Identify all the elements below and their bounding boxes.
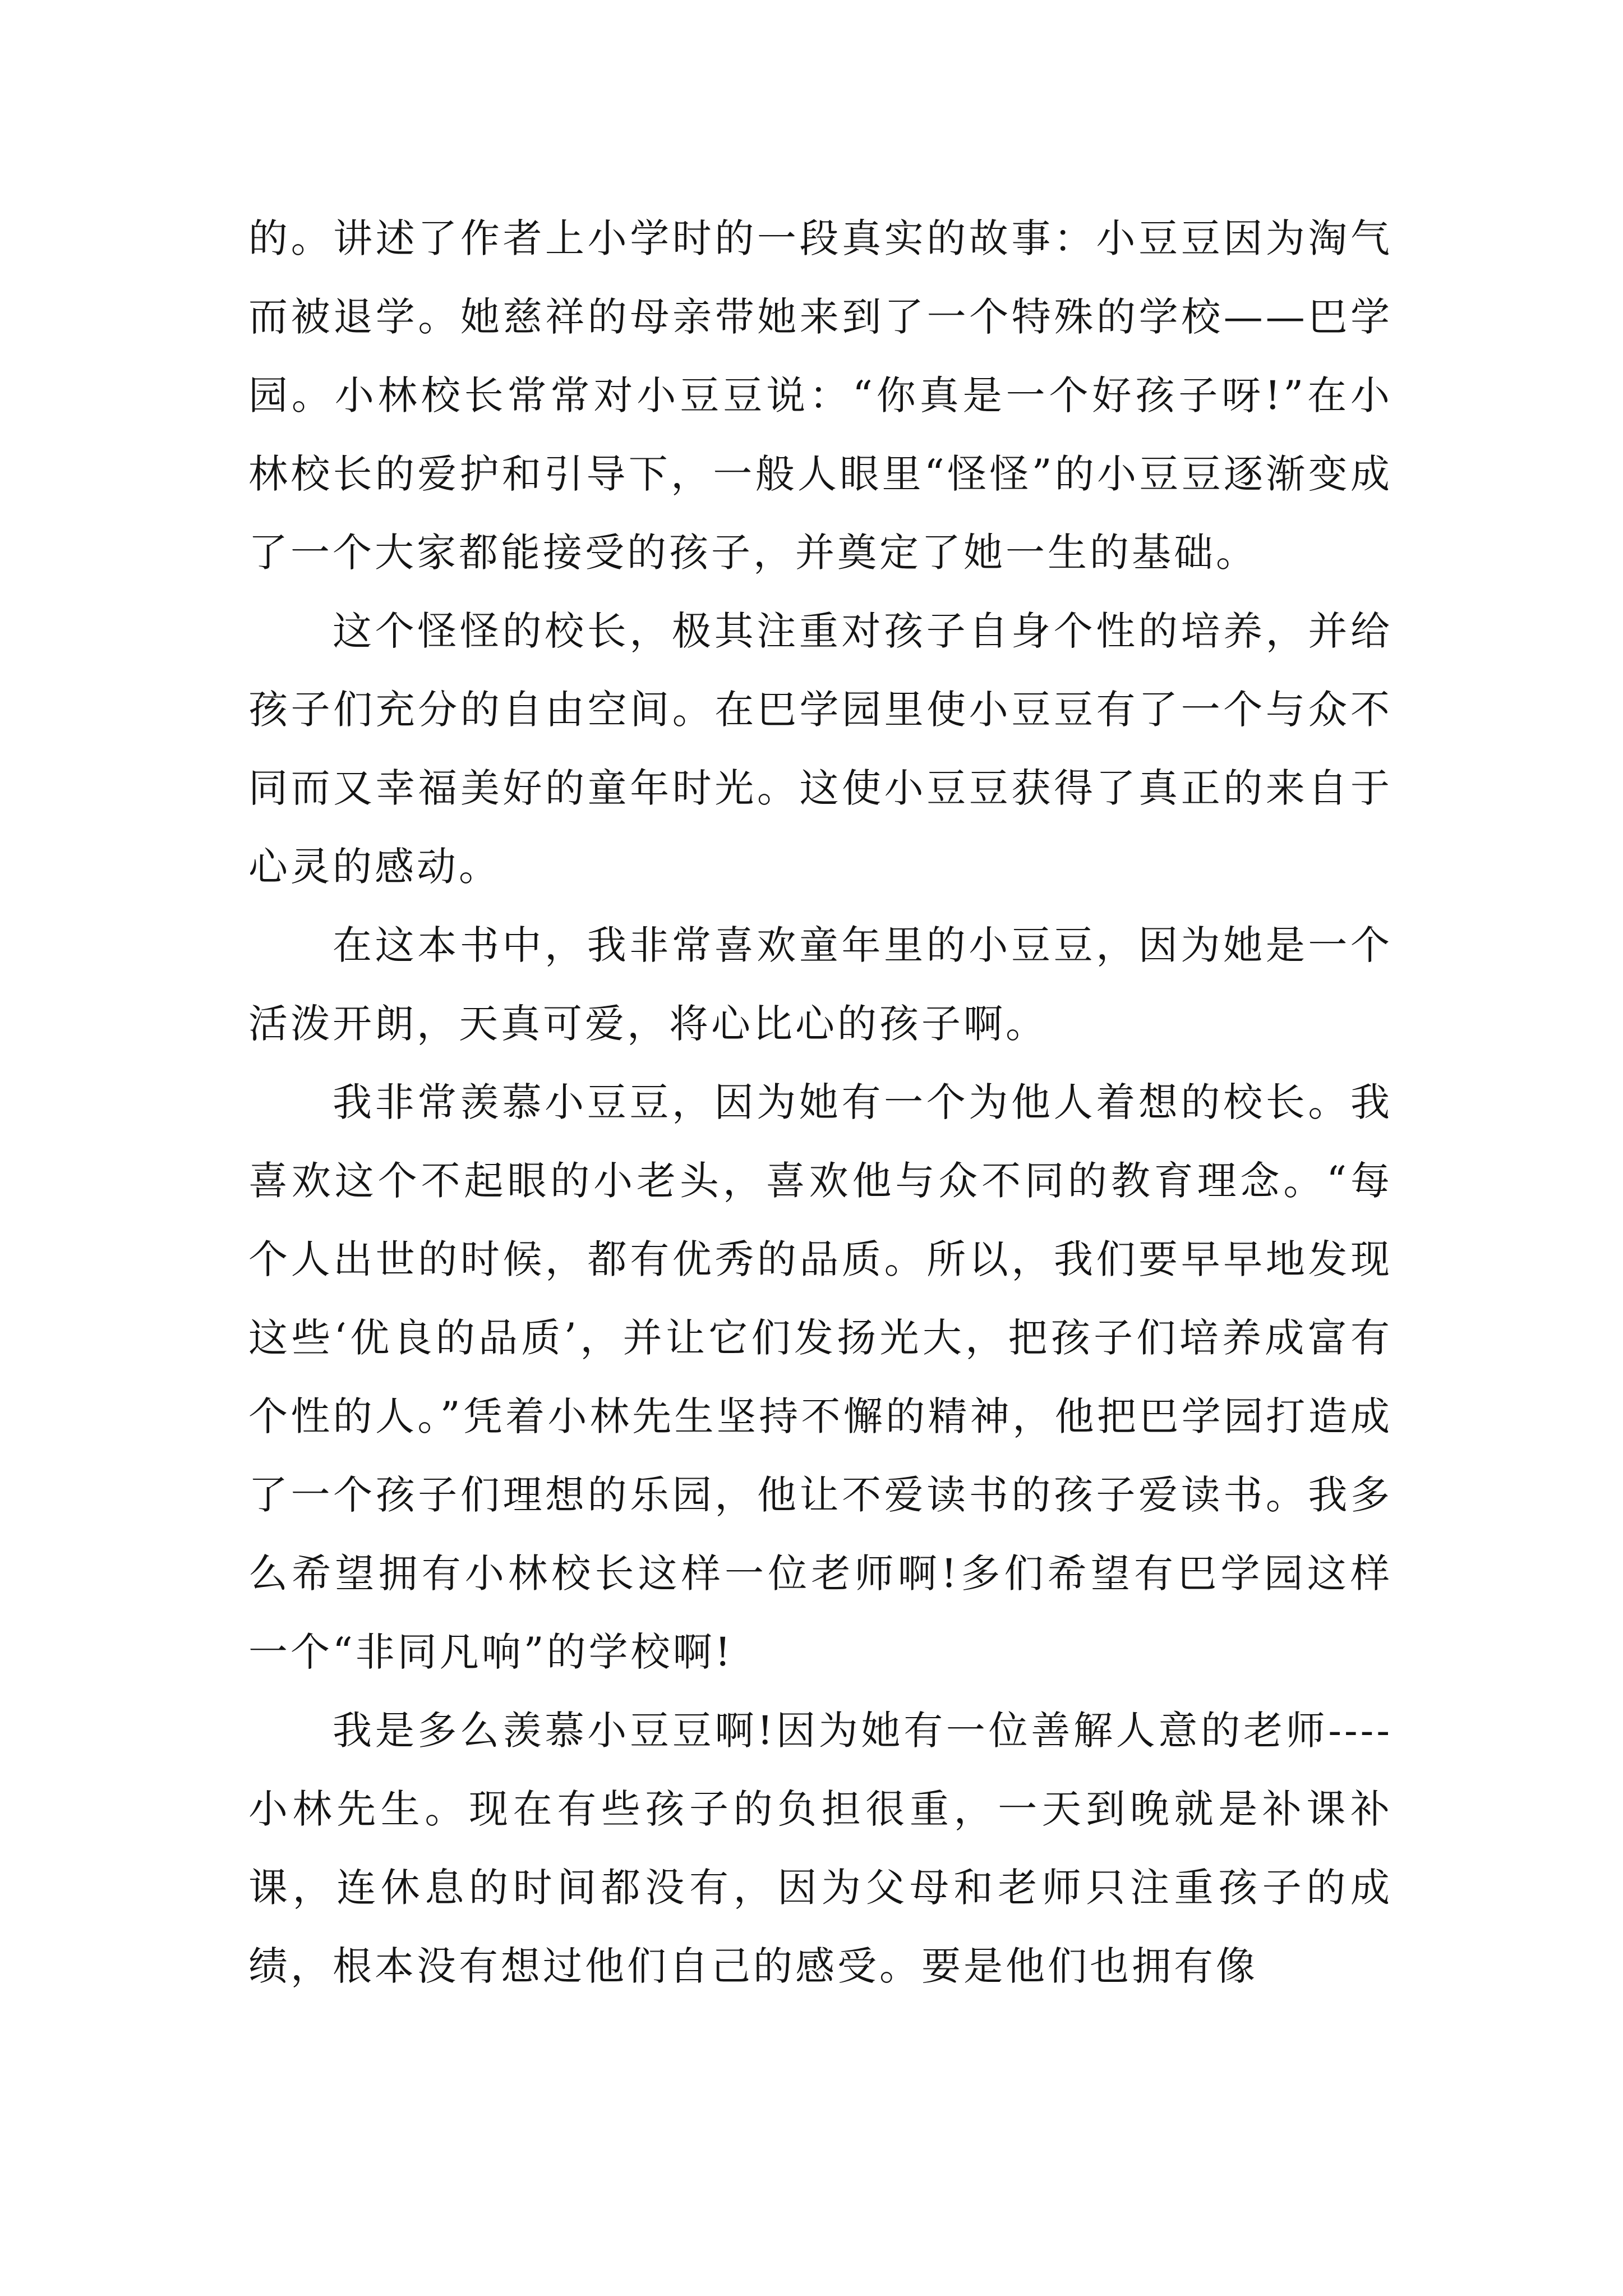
paragraph-3: 在这本书中，我非常喜欢童年里的小豆豆，因为她是一个活泼开朗，天真可爱，将心比心的孩子啊。 [248,922,1393,1047]
paragraph-5: 我是多么羡慕小豆豆啊!因为她有一位善解人意的老师----小林先生。现在有些孩子的负担很重，一天到晚就是补课补课，连休息的时间都没有，因为父母和老师只注重孩子的成绩，根本没有想过他们自己的感受。要是他们也拥有像 [248,1708,1393,1989]
paragraph-1: 的。讲述了作者上小学时的一段真实的故事：小豆豆因为淘气而被退学。她慈祥的母亲带她来到了一个特殊的学校——巴学园。小林校长常常对小豆豆说：“你真是一个好孩子呀!”在小林校长的爱护和引导下，一般人眼里“怪怪”的小豆豆逐渐变成了一个大家都能接受的孩子，并奠定了她一生的基础。 [248,215,1393,576]
paragraph-2: 这个怪怪的校长，极其注重对孩子自身个性的培养，并给孩子们充分的自由空间。在巴学园里使小豆豆有了一个与众不同而又幸福美好的童年时光。这使小豆豆获得了真正的来自于心灵的感动。 [248,608,1393,890]
document-page [248,199,1393,2005]
paragraph-4: 我非常羡慕小豆豆，因为她有一个为他人着想的校长。我喜欢这个不起眼的小老头，喜欢他与众不同的教育理念。“每个人出世的时候，都有优秀的品质。所以，我们要早早地发现这些‘优良的品质’，并让它们发扬光大，把孩子们培养成富有个性的人。”凭着小林先生坚持不懈的精神，他把巴学园打造成了一个孩子们理想的乐园，他让不爱读书的孩子爱读书。我多么希望拥有小林校长这样一位老师啊!多们希望有巴学园这样一个“非同凡响”的学校啊! [248,1079,1393,1675]
